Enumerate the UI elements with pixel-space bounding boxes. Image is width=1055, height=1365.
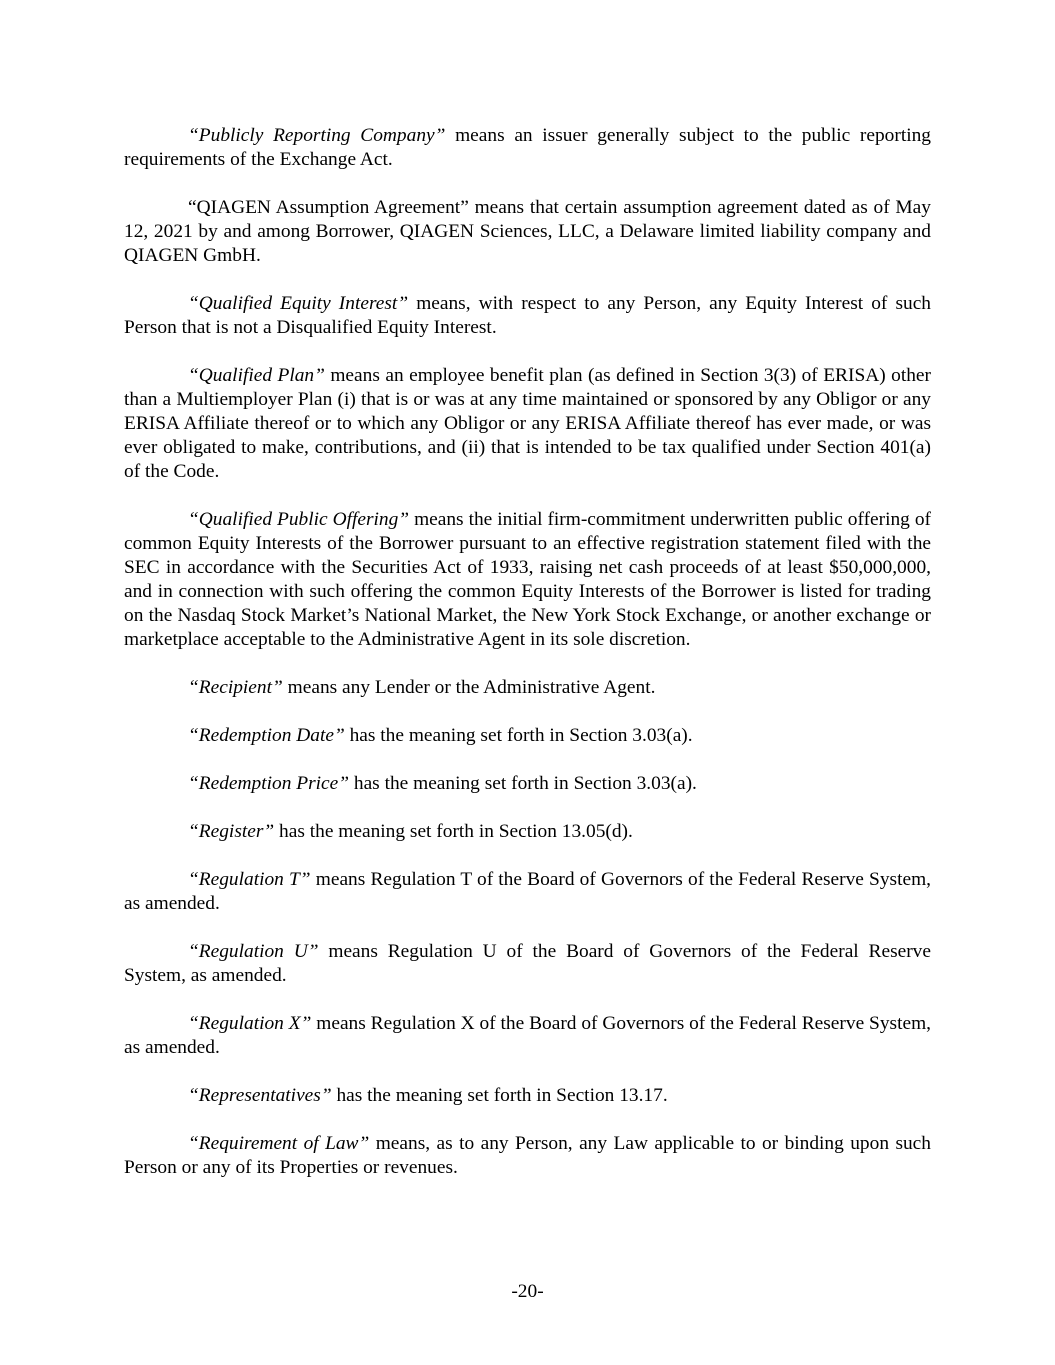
definition-text: has the meaning set forth in Section 3.03(a). [349, 773, 697, 794]
definition-paragraph [124, 724, 931, 748]
definition-paragraph [124, 292, 931, 340]
defined-term: “Requirement of Law” [188, 1133, 370, 1154]
defined-term: “Publicly Reporting Company” [188, 125, 446, 146]
definition-text: has the meaning set forth in Section 13.05(d). [274, 821, 633, 842]
definition-text: means the initial firm-commitment underwritten public offering of common Equity Interests of the Borrower pursuant to an effective registration statement filed with the SEC in accordance with the Securities Act of 1933, raising net cash proceeds of at least $50,000,000, and in connection with such offering the common Equity Interests of the Borrower is listed for trading on the Nasdaq Stock Market’s National Market, the New York Stock Exchange, or another exchange or marketplace acceptable to the Administrative Agent in its sole discretion. [124, 509, 931, 650]
definition-text: means Regulation U of the Board of Governors of the Federal Reserve System, as amended. [124, 941, 931, 986]
definition-paragraph [124, 940, 931, 988]
definition-paragraph [124, 196, 931, 268]
defined-term: “Redemption Price” [188, 773, 350, 794]
definition-text: has the meaning set forth in Section 13.17. [331, 1085, 668, 1106]
definition-paragraph [124, 1132, 931, 1180]
defined-term: “Regulation U” [188, 941, 319, 962]
definition-paragraph [124, 364, 931, 484]
document-body [124, 124, 931, 1204]
defined-term: “QIAGEN Assumption Agreement” [188, 197, 469, 218]
definition-text: means any Lender or the Administrative Agent. [282, 677, 656, 698]
definition-text: means Regulation X of the Board of Governors of the Federal Reserve System, as amended. [124, 1013, 931, 1058]
defined-term: “Regulation T” [188, 869, 311, 890]
defined-term: “Regulation X” [188, 1013, 312, 1034]
defined-term: “Qualified Public Offering” [188, 509, 410, 530]
definition-paragraph [124, 820, 931, 844]
defined-term: “Qualified Equity Interest” [188, 293, 409, 314]
definition-text: has the meaning set forth in Section 3.03(a). [344, 725, 693, 746]
defined-term: “Register” [188, 821, 275, 842]
defined-term: “Qualified Plan” [188, 365, 325, 386]
definition-paragraph [124, 676, 931, 700]
definition-paragraph [124, 1012, 931, 1060]
definition-paragraph [124, 508, 931, 652]
definition-paragraph [124, 868, 931, 916]
defined-term: “Recipient” [188, 677, 283, 698]
definition-paragraph [124, 124, 931, 172]
definition-text: means that certain assumption agreement dated as of May 12, 2021 by and among Borrower, QIAGEN Sciences, LLC, a Delaware limited liability company and QIAGEN GmbH. [124, 197, 931, 266]
definition-text: means an issuer generally subject to the public reporting requirements of the Exchange Act. [124, 125, 931, 170]
definition-text: means, as to any Person, any Law applicable to or binding upon such Person or any of its Properties or revenues. [124, 1133, 931, 1178]
definition-paragraph [124, 772, 931, 796]
definition-text: means, with respect to any Person, any Equity Interest of such Person that is not a Disqualified Equity Interest. [124, 293, 932, 338]
definition-paragraph [124, 1084, 931, 1108]
definition-text: means an employee benefit plan (as defined in Section 3(3) of ERISA) other than a Multiemployer Plan (i) that is or was at any time maintained or sponsored by any Obligor or any ERISA Affiliate thereof or to which any Obligor or any ERISA Affiliate thereof has ever made, or was ever obligated to make, contributions, and (ii) that is intended to be tax qualified under Section 401(a) of the Code. [124, 365, 931, 482]
definition-text: means Regulation T of the Board of Governors of the Federal Reserve System, as amended. [124, 869, 931, 914]
defined-term: “Representatives” [188, 1085, 332, 1106]
page-number: -20- [511, 1281, 544, 1302]
defined-term: “Redemption Date” [188, 725, 345, 746]
